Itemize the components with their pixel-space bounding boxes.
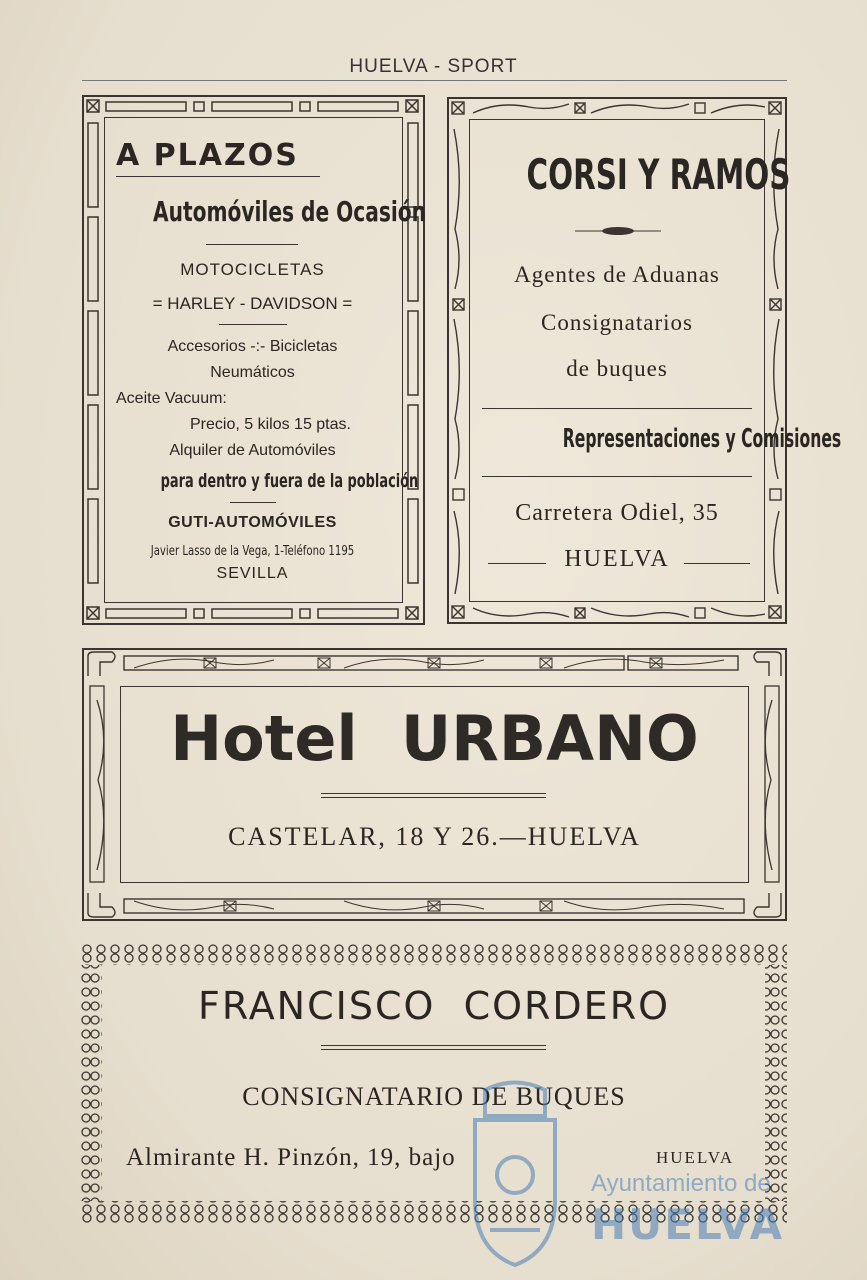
hotel-address: CASTELAR, 18 Y 26.—HUELVA [228,822,641,851]
plazos-line3: Accesorios -:- Bicicletas [167,338,338,355]
hotel-headline: Hotel URBANO [170,702,699,775]
cordero-headline: FRANCISCO CORDERO [197,984,671,1028]
plazos-city: SEVILLA [216,565,289,582]
border-ornament-icon [84,603,423,623]
coat-of-arms-icon [455,1080,575,1270]
corsi-line4: Representaciones y Comisiones [562,424,842,454]
plazos-line5: Aceite Vacuum: [116,390,227,407]
watermark [455,1080,795,1270]
corsi-headline: CORSI Y RAMOS [526,150,791,199]
border-ornament-icon [84,889,785,919]
border-ornament-icon [84,650,785,680]
ad-hotel [82,648,787,921]
plazos-headline: A PLAZOS [116,138,299,173]
plazos-line1: MOTOCICLETAS [180,260,325,279]
watermark-line2: HUELVA [591,1200,785,1249]
plazos-subheadline: Automóviles de Ocasión [153,195,426,228]
plazos-line2: = HARLEY - DAVIDSON = [152,294,353,313]
corsi-address: Carretera Odiel, 35 [515,500,719,526]
plazos-line8: para dentro y fuera de la población [160,470,419,492]
corsi-line2: Consignatarios [541,310,693,335]
border-ornament-icon [84,97,423,117]
plazos-line7: Alquiler de Automóviles [169,442,336,459]
plazos-address: Javier Lasso de la Vega, 1-Teléfono 1195 [150,544,355,559]
cordero-address: Almirante H. Pinzón, 19, bajo [126,1144,456,1171]
page-header: HUELVA - SPORT [349,56,518,77]
divider-ornament-icon [575,224,661,238]
cordero-line1: CONSIGNATARIO DE BUQUES [242,1082,626,1111]
border-ornament-icon [449,99,785,119]
plazos-line6: Precio, 5 kilos 15 ptas. [190,416,351,433]
border-ornament-icon [84,680,118,889]
plazos-line4: Neumáticos [210,364,295,381]
cordero-city: HUELVA [656,1148,735,1167]
watermark-line1: Ayuntamiento de [591,1170,771,1197]
plazos-company: GUTI-AUTOMÓVILES [168,514,337,531]
border-ornament-icon [751,680,785,889]
corsi-line3: de buques [566,356,668,381]
corsi-city: HUELVA [564,546,670,572]
header-rule [82,80,787,81]
border-ornament-icon [449,602,785,622]
corsi-line1: Agentes de Aduanas [514,262,720,287]
border-ornament-icon [403,117,423,603]
border-ornament-icon [449,119,469,602]
